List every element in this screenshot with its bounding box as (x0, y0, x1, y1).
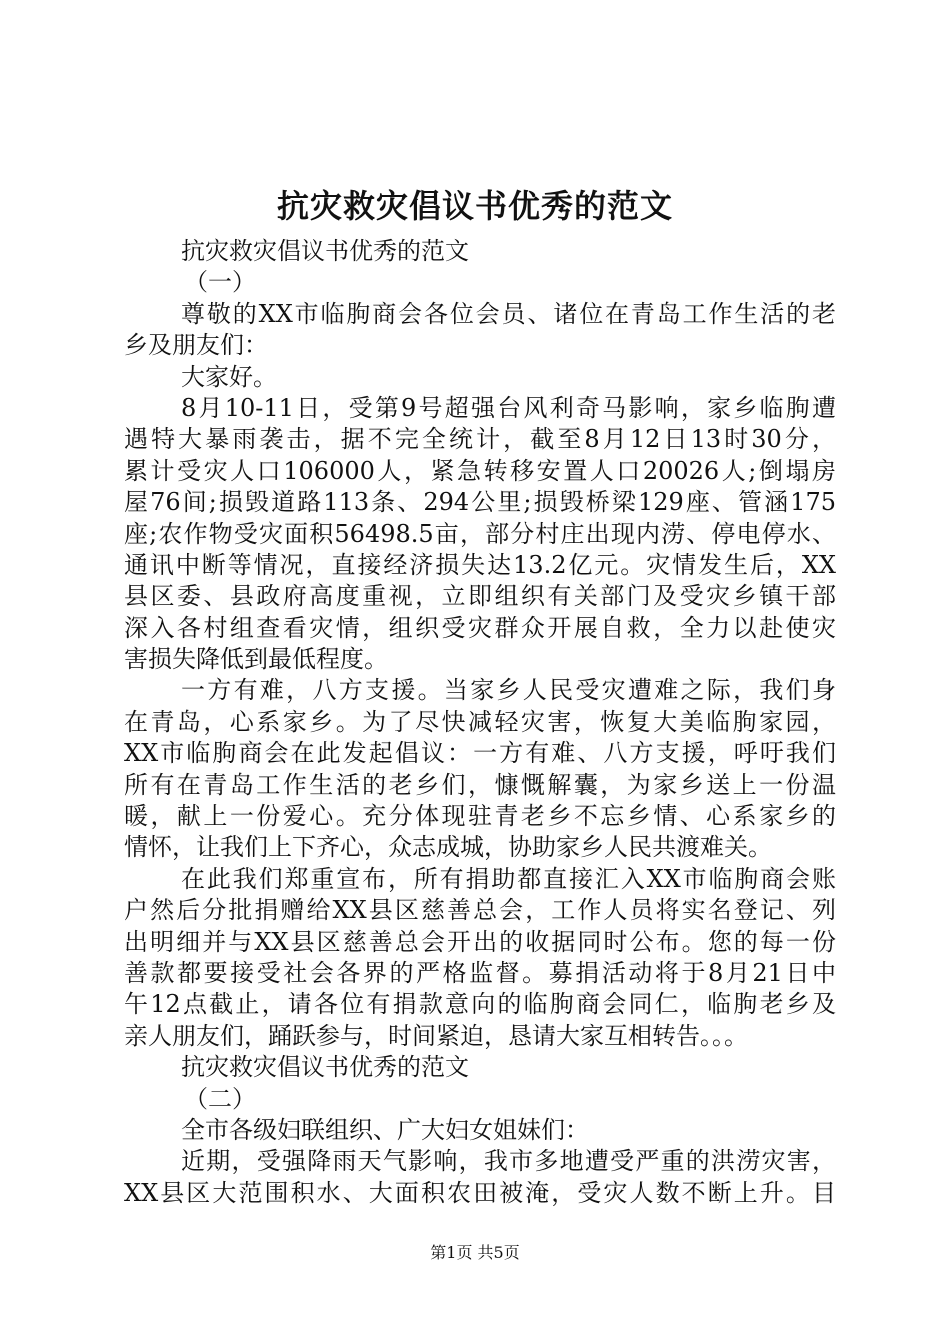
document-body (124, 236, 836, 1209)
page-footer: 第1页 共5页 (430, 1243, 520, 1262)
text-line: 善款都要接受社会各界的严格监督。募捐活动将于8月21日中 (124, 958, 836, 987)
text-line: 通讯中断等情况，直接经济损失达13.2亿元。灾情发生后，XX (124, 550, 836, 579)
text-line: 户然后分批捐赠给XX县区慈善总会，工作人员将实名登记、列 (124, 896, 836, 925)
text-line: 亲人朋友们，踊跃参与，时间紧迫，恳请大家互相转告。。。 (124, 1021, 748, 1050)
text-line: 座;农作物受灾面积56498.5亩，部分村庄出现内涝、停电停水、 (124, 519, 836, 548)
text-line: （一） (184, 268, 256, 297)
text-line: 深入各村组查看灾情，组织受灾群众开展自救，全力以赴使灾 (124, 613, 836, 642)
text-line: 全市各级妇联组织、广大妇女姐妹们： (181, 1115, 589, 1144)
text-line: 大家好。 (181, 362, 277, 391)
document-title: 抗灾救灾倡议书优秀的范文 (276, 187, 673, 225)
text-line: 近期，受强降雨天气影响，我市多地遭受严重的洪涝灾害， (181, 1147, 836, 1176)
text-line: 情怀，让我们上下齐心，众志成城，协助家乡人民共渡难关。 (124, 833, 772, 862)
text-line: 在青岛，心系家乡。为了尽快减轻灾害，恢复大美临朐家园， (124, 707, 836, 736)
text-line: 一方有难，八方支援。当家乡人民受灾遭难之际，我们身 (181, 676, 836, 705)
text-line: 抗灾救灾倡议书优秀的范文 (181, 1053, 469, 1082)
text-line: 县区委、县政府高度重视，立即组织有关部门及受灾乡镇干部 (124, 582, 836, 611)
text-line: 累计受灾人口106000人，紧急转移安置人口20026人;倒塌房 (124, 456, 836, 485)
text-line: 屋76间;损毁道路113条、294公里;损毁桥梁129座、管涵175 (124, 488, 836, 517)
text-line: XX县区大范围积水、大面积农田被淹，受灾人数不断上升。目 (124, 1178, 836, 1207)
text-line: 害损失降低到最低程度。 (124, 645, 388, 674)
text-line: 乡及朋友们： (124, 331, 268, 360)
text-line: 8月10-11日，受第9号超强台风利奇马影响，家乡临朐遭 (181, 393, 836, 422)
text-line: 暖，献上一份爱心。充分体现驻青老乡不忘乡情、心系家乡的 (124, 802, 836, 831)
text-line: 在此我们郑重宣布，所有捐助都直接汇入XX市临朐商会账 (181, 864, 836, 893)
text-line: 所有在青岛工作生活的老乡们，慷慨解囊，为家乡送上一份温 (124, 770, 836, 799)
text-line: （二） (184, 1084, 256, 1113)
text-line: 抗灾救灾倡议书优秀的范文 (181, 237, 469, 265)
text-line: 遇特大暴雨袭击，据不完全统计，截至8月12日13时30分， (124, 425, 836, 454)
text-line: 尊敬的XX市临朐商会各位会员、诸位在青岛工作生活的老 (181, 299, 836, 328)
text-line: XX市临朐商会在此发起倡议：一方有难、八方支援，呼吁我们 (124, 739, 836, 768)
text-line: 午12点截止，请各位有捐款意向的临朐商会同仁，临朐老乡及 (124, 990, 836, 1019)
text-line: 出明细并与XX县区慈善总会开出的收据同时公布。您的每一份 (124, 927, 836, 956)
